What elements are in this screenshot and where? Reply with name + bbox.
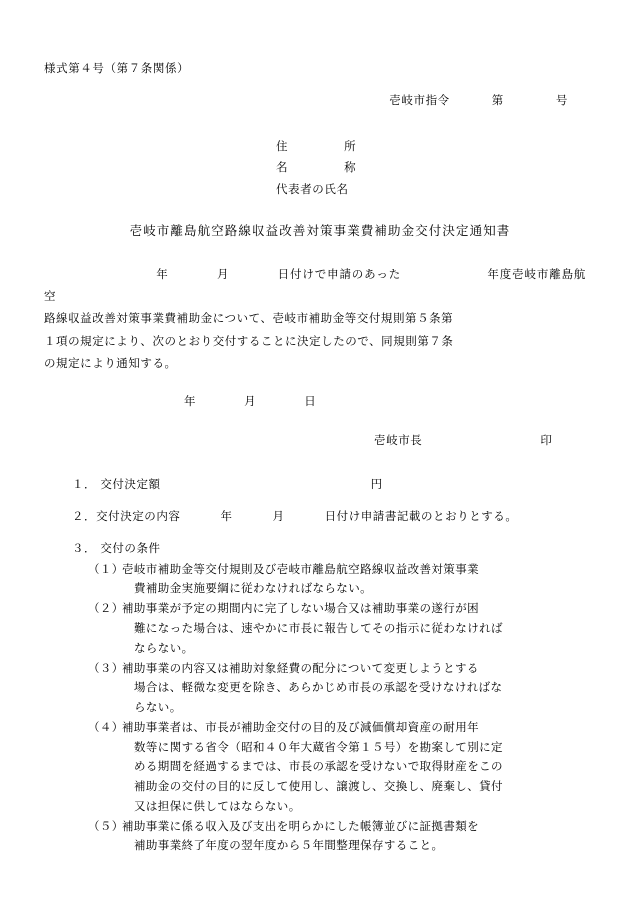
issue-date-line bbox=[44, 393, 586, 411]
item-3-label: 交付の条件 bbox=[100, 540, 161, 555]
addressee-row-representative bbox=[276, 179, 586, 201]
condition-2-line-1: 補助事業が予定の期間内に完了しない場合又は補助事業の遂行が困 bbox=[122, 601, 479, 616]
item-2-decision-content bbox=[44, 508, 586, 526]
item-2-label: 交付決定の内容 bbox=[96, 509, 181, 524]
condition-4-number: （４） bbox=[88, 719, 124, 734]
condition-2-line-3: ならない。 bbox=[134, 640, 194, 655]
item-2-year: 年 bbox=[220, 509, 233, 524]
condition-1-line-1: 壱岐市補助金等交付規則及び壱岐市離島航空路線収益改善対策事業 bbox=[122, 561, 479, 576]
document-number-suffix: 号 bbox=[555, 92, 568, 107]
paragraph-text-1: 日付けで申請のあった bbox=[277, 266, 402, 281]
seal-mark: 印 bbox=[540, 433, 553, 448]
addressee-label-address-2: 所 bbox=[344, 138, 357, 153]
condition-3-line-1: 補助事業の内容又は補助対象経費の配分について変更しようとする bbox=[122, 660, 479, 675]
body-paragraph-line-1 bbox=[44, 263, 586, 308]
condition-5 bbox=[44, 817, 586, 857]
paragraph-text-2: 年度壱岐市離島航空 bbox=[44, 266, 586, 303]
body-paragraph-line-4: の規定により通知する。 bbox=[44, 356, 177, 371]
paragraph-year: 年 bbox=[156, 266, 169, 281]
condition-4-text bbox=[88, 718, 586, 817]
condition-4 bbox=[44, 718, 586, 817]
item-2-tail: 日付け申請書記載のとおりとする。 bbox=[324, 509, 518, 524]
condition-1-number: （１） bbox=[88, 561, 124, 576]
item-1-number: １． bbox=[72, 477, 97, 492]
condition-5-line-1: 補助事業に係る収入及び支出を明らかにした帳簿並びに証拠書類を bbox=[122, 818, 479, 833]
condition-4-line-4: 補助金の交付の目的に反して使用し、譲渡し、交換し、廃棄し、貸付 bbox=[134, 779, 503, 794]
condition-2 bbox=[44, 599, 586, 658]
issuer-line bbox=[44, 432, 586, 450]
addressee-row-name bbox=[276, 157, 586, 179]
issue-date-year: 年 bbox=[184, 393, 197, 408]
issue-date-day: 日 bbox=[304, 393, 317, 408]
item-1-decision-amount bbox=[44, 476, 586, 494]
condition-3-number: （３） bbox=[88, 660, 124, 675]
addressee-label-name-1: 名 bbox=[276, 160, 289, 175]
condition-3-line-3: らない。 bbox=[134, 700, 182, 715]
issue-date-month: 月 bbox=[244, 393, 257, 408]
condition-3 bbox=[44, 659, 586, 718]
issuer-name: 壱岐市長 bbox=[374, 433, 423, 448]
condition-1 bbox=[44, 560, 586, 600]
paragraph-month: 月 bbox=[216, 266, 230, 281]
condition-3-text bbox=[88, 659, 586, 718]
addressee-row-address bbox=[276, 136, 586, 158]
body-paragraph bbox=[44, 263, 586, 375]
condition-3-line-2: 場合は、軽微な変更を除き、あらかじめ市長の承認を受けなければな bbox=[134, 680, 503, 695]
item-3-number: ３． bbox=[72, 540, 97, 555]
document-number-label: 第 bbox=[491, 92, 504, 107]
condition-1-text bbox=[88, 560, 586, 600]
item-2-month: 月 bbox=[272, 509, 285, 524]
condition-4-line-1: 補助事業者は、市長が補助金交付の目的及び減価償却資産の耐用年 bbox=[122, 719, 479, 734]
addressee-label-name-2: 称 bbox=[344, 160, 357, 175]
item-3-conditions-heading bbox=[44, 540, 586, 558]
condition-4-line-5: 又は担保に供してはならない。 bbox=[134, 798, 301, 813]
condition-2-line-2: 難になった場合は、速やかに市長に報告してその指示に従わなければ bbox=[134, 621, 503, 635]
condition-2-text bbox=[88, 599, 586, 658]
addressee-block bbox=[276, 136, 586, 202]
addressee-label-representative: 代表者の氏名 bbox=[276, 182, 349, 197]
condition-2-number: （２） bbox=[88, 601, 124, 616]
form-number: 様式第４号（第７条関係） bbox=[44, 61, 190, 75]
body-paragraph-line-3: １項の規定により、次のとおり交付することに決定したので、同規則第７条 bbox=[44, 333, 454, 348]
condition-5-number: （５） bbox=[88, 818, 124, 833]
condition-5-text bbox=[88, 817, 586, 857]
condition-5-line-2: 補助事業終了年度の翌年度から５年間整理保存すること。 bbox=[134, 838, 444, 853]
item-1-unit: 円 bbox=[370, 477, 383, 492]
page-title: 壱岐市離島航空路線収益改善対策事業費補助金交付決定通知書 bbox=[129, 223, 511, 239]
condition-4-line-2: 数等に関する省令（昭和４０年大蔵省令第１５号）を勘案して別に定 bbox=[134, 739, 503, 754]
body-paragraph-line-2: 路線収益改善対策事業費補助金について、壱岐市補助金等交付規則第５条第 bbox=[44, 311, 454, 326]
condition-1-line-2: 費補助金実施要綱に従わなければならない。 bbox=[134, 581, 372, 596]
document-number-prefix: 壱岐市指令 bbox=[389, 92, 450, 107]
document-number-line bbox=[44, 92, 586, 110]
condition-4-line-3: める期間を経過するまでは、市長の承認を受けないで取得財産をこの bbox=[134, 759, 503, 774]
item-2-number: ２． bbox=[72, 509, 97, 524]
item-1-label: 交付決定額 bbox=[100, 477, 161, 492]
addressee-label-address-1: 住 bbox=[276, 138, 289, 153]
